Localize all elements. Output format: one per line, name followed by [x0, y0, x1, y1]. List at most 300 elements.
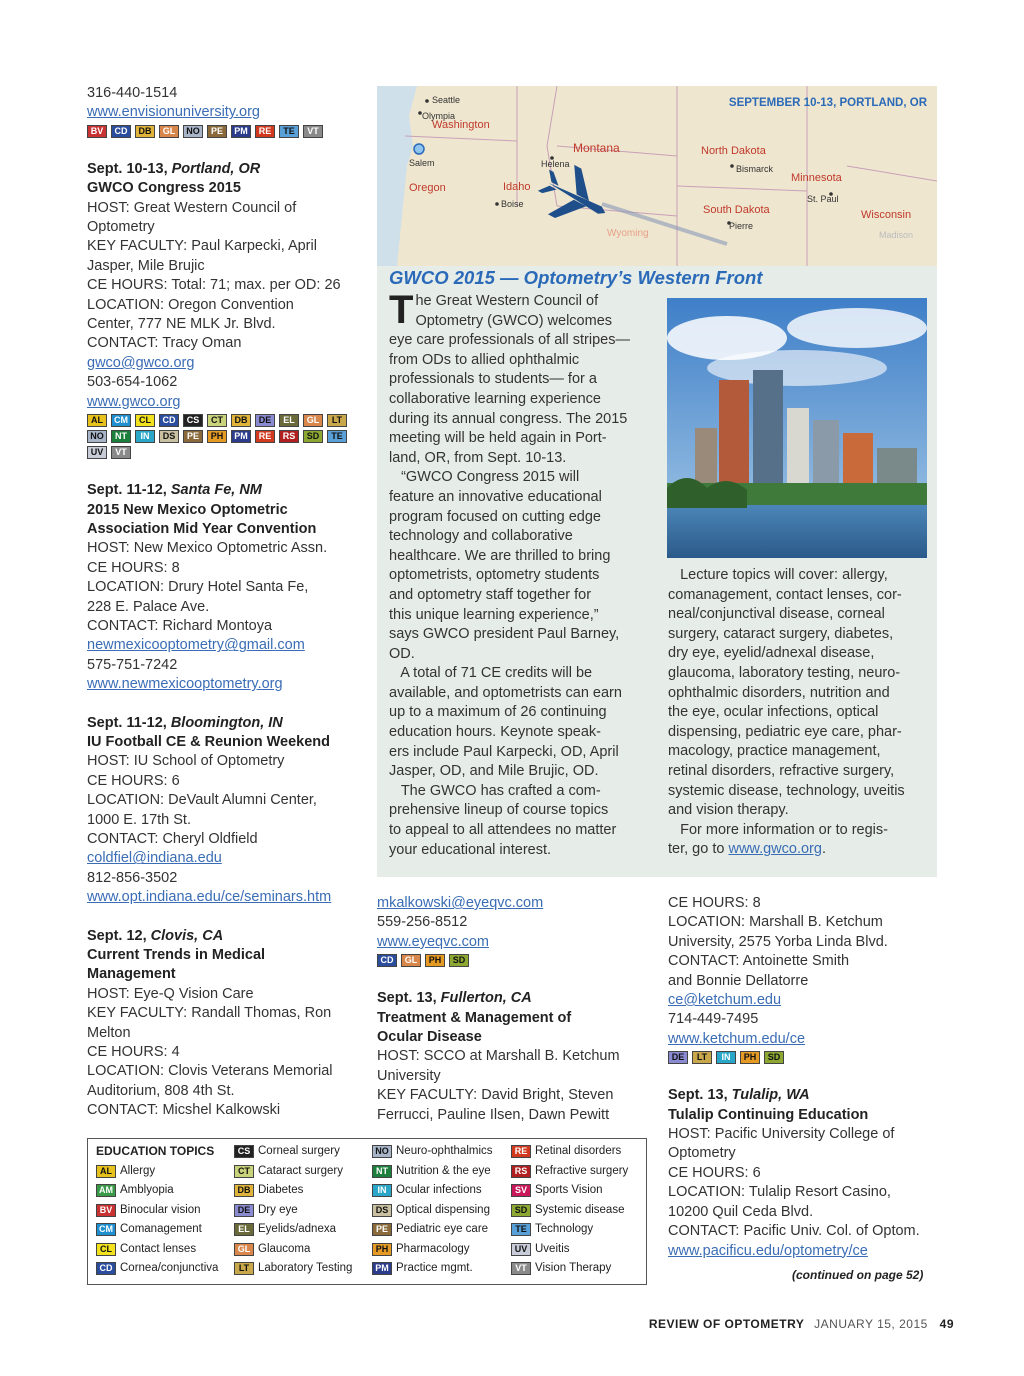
portland-skyline-photo	[667, 298, 927, 558]
legend-item	[511, 1201, 628, 1221]
feature-text-line: prehensive lineup of course topics	[389, 802, 609, 819]
topic-badge-pm: PM	[231, 430, 251, 443]
listing-column-1	[87, 84, 367, 1121]
feature-text-line: systemic disease, technology, uveitis	[668, 782, 905, 799]
event-detail: Melton	[87, 1024, 131, 1041]
event-detail: CONTACT: Tracy Oman	[87, 335, 242, 352]
contact-link[interactable]: www.newmexicooptometry.org	[87, 676, 283, 693]
feature-text-line: during its annual congress. The 2015	[389, 410, 628, 427]
feature-text-line: and vision therapy.	[668, 802, 789, 819]
topic-badge-al: AL	[96, 1165, 116, 1178]
event-detail: CONTACT: Cheryl Oldfield	[87, 831, 258, 847]
topic-badge-cd: CD	[96, 1262, 116, 1275]
feature-text-line: dry eye, eyelid/adnexal disease,	[668, 645, 875, 662]
legend-item	[372, 1162, 493, 1182]
topic-badge-pe: PE	[372, 1223, 392, 1236]
feature-text-line: up to a maximum of 26 continuing	[389, 704, 607, 721]
legend-item	[234, 1259, 352, 1279]
link-line	[87, 393, 367, 412]
legend-label: Systemic disease	[535, 1203, 625, 1216]
map-label-minnesota: Minnesota	[791, 172, 842, 184]
legend-column-3	[372, 1142, 493, 1279]
legend-item	[511, 1220, 628, 1240]
feature-text-line: comanagement, contact lenses, cor-	[668, 586, 902, 603]
topic-badges	[87, 414, 367, 427]
topic-badge-ph: PH	[372, 1243, 392, 1256]
topic-badge-db: DB	[135, 125, 155, 138]
topic-badge-te: TE	[511, 1223, 531, 1236]
topic-badge-rs: RS	[511, 1165, 531, 1178]
listing-column-2	[377, 894, 657, 1125]
topic-badge-te: TE	[279, 125, 299, 138]
topic-badge-re: RE	[255, 125, 275, 138]
feature-text-line: to appeal to all attendees no matter	[389, 822, 617, 839]
event-detail: 559-256-8512	[377, 914, 468, 931]
event-detail: HOST: Great Western Council of	[87, 199, 297, 216]
event-detail: KEY FACULTY: Randall Thomas, Ron	[87, 1005, 332, 1022]
legend-column-2	[234, 1142, 352, 1279]
feature-text-line: the eye, ocular infections, optical	[668, 704, 879, 721]
feature-text-line: program focused on cutting edge	[389, 508, 601, 525]
link-line	[377, 933, 657, 952]
topic-badges	[87, 446, 367, 459]
event-date: Sept. 13, Fullerton, CA	[377, 990, 532, 1007]
event-title: Management	[87, 966, 176, 983]
event-detail: LOCATION: Clovis Veterans Memorial	[87, 1063, 333, 1080]
legend-item	[234, 1220, 352, 1240]
event-detail: 575-751-7242	[87, 656, 178, 673]
legend-column-4	[511, 1142, 628, 1279]
legend-label: Sports Vision	[535, 1184, 603, 1196]
contact-link[interactable]: www.envisionuniversity.org	[87, 104, 260, 121]
event-detail: LOCATION: Marshall B. Ketchum	[668, 914, 883, 931]
event-detail: HOST: IU School of Optometry	[87, 753, 285, 770]
listing-column-3	[668, 894, 948, 1261]
event-detail: 316-440-1514	[87, 85, 178, 101]
event-detail: HOST: Pacific University College of	[668, 1126, 895, 1143]
topic-badge-rs: RS	[279, 430, 299, 443]
topic-badge-pe: PE	[183, 430, 203, 443]
event-date: Sept. 13, Tulalip, WA	[668, 1087, 810, 1104]
feature-text-line: professionals to students— for a	[389, 371, 597, 388]
feature-text-line: “GWCO Congress 2015 will	[389, 469, 580, 486]
topic-badge-db: DB	[231, 414, 251, 427]
feature-text-line: education hours. Keynote speak-	[389, 724, 601, 741]
event-date: Sept. 12, Clovis, CA	[87, 927, 224, 944]
event-detail: University	[377, 1067, 441, 1084]
topic-badge-cd: CD	[111, 125, 131, 138]
feature-text-line: dispensing, pediatric eye care, phar-	[668, 723, 902, 740]
event-detail: KEY FACULTY: Paul Karpecki, April	[87, 238, 317, 255]
feature-text-line: OD.	[389, 645, 415, 662]
topic-badge-sd: SD	[449, 954, 469, 967]
topic-badge-sd: SD	[511, 1204, 531, 1217]
map-label-idaho: Idaho	[503, 181, 531, 193]
legend-item	[96, 1240, 218, 1260]
topic-badge-am: AM	[96, 1184, 116, 1197]
feature-text-line: this unique learning experience,”	[389, 606, 599, 623]
feature-text-line: technology and collaborative	[389, 528, 573, 545]
event-detail: LOCATION: DeVault Alumni Center,	[87, 792, 317, 809]
topic-badge-gl: GL	[234, 1243, 254, 1256]
feature-text-line: says GWCO president Paul Barney,	[389, 626, 620, 643]
legend-label: Comanagement	[120, 1223, 202, 1235]
feature-text-line: surgery, cataract surgery, diabetes,	[668, 625, 894, 642]
feature-text-line: from ODs to allied ophthalmic	[389, 351, 580, 368]
topic-badge-gl: GL	[401, 954, 421, 967]
event-date: Sept. 11-12, Bloomington, IN	[87, 714, 283, 731]
topic-badge-in: IN	[716, 1051, 736, 1064]
topic-badges	[87, 430, 367, 443]
event-detail: CE HOURS: 6	[668, 1164, 761, 1181]
map-label-wyoming: Wyoming	[607, 228, 649, 239]
legend-label: Diabetes	[258, 1184, 304, 1196]
feature-text-line: meeting will be held again in Port-	[389, 430, 607, 447]
topic-badge-ph: PH	[425, 954, 445, 967]
legend-label: Glaucoma	[258, 1242, 311, 1255]
contact-link[interactable]: mkalkowski@eyeqvc.com	[377, 895, 544, 911]
topic-badge-in: IN	[372, 1184, 392, 1197]
topic-badge-ds: DS	[159, 430, 179, 443]
topic-badge-cm: CM	[111, 414, 131, 427]
event-detail: Auditorium, 808 4th St.	[87, 1082, 235, 1099]
map-label-montana: Montana	[573, 141, 620, 155]
map-label-pierre: Pierre	[729, 221, 754, 231]
feature-text-line: retinal disorders, refractive surgery,	[668, 762, 895, 779]
feature-box	[377, 86, 937, 877]
contact-link[interactable]: coldfiel@indiana.edu	[87, 850, 222, 867]
event-title: Association Mid Year Convention	[87, 520, 317, 537]
event-detail: Ferrucci, Pauline Ilsen, Dawn Pewitt	[377, 1106, 610, 1123]
legend-label: Pharmacology	[396, 1242, 470, 1255]
legend-item	[234, 1142, 352, 1162]
feature-text-line: neal/conjunctival disease, corneal	[668, 606, 885, 623]
topic-badge-re: RE	[255, 430, 275, 443]
map-label-madison: Madison	[879, 230, 914, 240]
event-title: Treatment & Management of	[377, 1009, 572, 1026]
legend-item	[96, 1162, 218, 1182]
event-detail: Center, 777 NE MLK Jr. Blvd.	[87, 316, 276, 333]
event-detail: HOST: Eye-Q Vision Care	[87, 985, 254, 1002]
event-detail: LOCATION: Tulalip Resort Casino,	[668, 1184, 891, 1201]
feature-text-line: land, OR, from Sept. 10-13.	[389, 449, 567, 466]
topic-badge-no: NO	[183, 125, 203, 138]
legend-item	[372, 1220, 493, 1240]
feature-text-line: Lecture topics will cover: allergy,	[668, 567, 888, 583]
feature-text-line: ers include Paul Karpecki, OD, April	[389, 743, 619, 760]
topic-badge-gl: GL	[303, 414, 323, 427]
topic-badge-te: TE	[327, 430, 347, 443]
legend-heading: EDUCATION TOPICS	[96, 1144, 215, 1158]
event-detail: 10200 Quil Ceda Blvd.	[668, 1203, 814, 1220]
legend-item	[96, 1201, 218, 1221]
link-line	[668, 991, 948, 1010]
feature-text-line: A total of 71 CE credits will be	[389, 665, 593, 682]
topic-badge-el: EL	[279, 414, 299, 427]
legend-item	[234, 1240, 352, 1260]
link-line	[87, 675, 367, 694]
event-detail: CONTACT: Micshel Kalkowski	[87, 1102, 281, 1119]
topic-badge-uv: UV	[87, 446, 107, 459]
topic-badge-de: DE	[668, 1051, 688, 1064]
legend-item	[511, 1259, 628, 1279]
legend-item	[372, 1181, 493, 1201]
topic-badge-cl: CL	[135, 414, 155, 427]
event-detail: Optometry	[87, 219, 155, 236]
topic-badge-ct: CT	[207, 414, 227, 427]
map-label-boise: Boise	[501, 199, 524, 209]
topic-badge-nt: NT	[372, 1165, 392, 1178]
event-title: GWCO Congress 2015	[87, 180, 241, 197]
topic-badge-bv: BV	[96, 1204, 116, 1217]
topic-badge-no: NO	[372, 1145, 392, 1158]
map-caption: SEPTEMBER 10-13, PORTLAND, OR	[728, 97, 927, 109]
contact-link[interactable]: ce@ketchum.edu	[668, 992, 782, 1009]
feature-text-line: ter, go to www.gwco.org.	[668, 841, 826, 858]
topic-badge-lt: LT	[692, 1051, 712, 1064]
link-line	[377, 894, 657, 913]
legend-label: Vision Therapy	[535, 1262, 612, 1274]
link-line	[87, 354, 367, 373]
feature-text-line: Jasper, OD, and Mile Brujic, OD.	[389, 763, 599, 780]
map-label-olympia: Olympia	[422, 111, 456, 121]
feature-text-line: Optometry (GWCO) welcomes	[415, 312, 613, 329]
map-label-south-dakota: South Dakota	[703, 204, 770, 216]
link-line	[87, 888, 367, 907]
page-number: 49	[939, 1317, 954, 1331]
map-label-bismarck: Bismarck	[736, 164, 774, 174]
feature-text-line: and optometry staff together for	[389, 586, 592, 603]
map-label-wisconsin: Wisconsin	[861, 209, 912, 221]
legend-label: Amblyopia	[120, 1184, 174, 1196]
event-detail: 503-654-1062	[87, 374, 178, 391]
contact-link[interactable]: www.ketchum.edu/ce	[668, 1030, 806, 1047]
topic-badge-cd: CD	[377, 954, 397, 967]
topic-badge-in: IN	[135, 430, 155, 443]
topic-badge-al: AL	[87, 414, 107, 427]
event-detail: HOST: SCCO at Marshall B. Ketchum	[377, 1048, 620, 1065]
education-topics-legend	[87, 1138, 647, 1285]
legend-item	[234, 1181, 352, 1201]
topic-badge-de: DE	[255, 414, 275, 427]
event-detail: CE HOURS: Total: 71; max. per OD: 26	[87, 277, 341, 294]
event-detail: CE HOURS: 8	[87, 559, 180, 576]
feature-text-line: glaucoma, laboratory testing, neuro-	[668, 664, 901, 681]
topic-badge-sd: SD	[764, 1051, 784, 1064]
feature-text-line: ophthalmic disorders, nutrition and	[668, 684, 890, 701]
feature-title: GWCO 2015 — Optometry’s Western Front	[389, 267, 763, 288]
route-map	[377, 86, 937, 266]
contact-link[interactable]: newmexicooptometry@gmail.com	[87, 637, 305, 654]
contact-link[interactable]: www.pacificu.edu/optometry/ce	[668, 1242, 868, 1259]
topic-badge-re: RE	[511, 1145, 531, 1158]
legend-label: Optical dispensing	[396, 1203, 490, 1216]
event-detail: 812-856-3502	[87, 869, 178, 886]
event-detail: KEY FACULTY: David Bright, Steven	[377, 1087, 614, 1104]
topic-badge-ct: CT	[234, 1165, 254, 1178]
legend-label: Retinal disorders	[535, 1145, 622, 1157]
topic-badge-db: DB	[234, 1184, 254, 1197]
event-detail: HOST: New Mexico Optometric Assn.	[87, 540, 328, 557]
legend-label: Nutrition & the eye	[396, 1164, 491, 1177]
contact-link[interactable]: gwco@gwco.org	[87, 354, 195, 371]
topic-badge-ph: PH	[740, 1051, 760, 1064]
legend-item	[96, 1181, 218, 1201]
event-title: Current Trends in Medical	[87, 947, 266, 964]
map-label-oregon: Oregon	[409, 182, 446, 194]
topic-badge-lt: LT	[327, 414, 347, 427]
link-line	[668, 1242, 948, 1261]
legend-label: Technology	[535, 1223, 594, 1235]
contact-link[interactable]: www.eyeqvc.com	[377, 933, 490, 950]
event-title: 2015 New Mexico Optometric	[87, 501, 288, 518]
feature-text-line: available, and optometrists can earn	[389, 684, 622, 701]
feature-text-line: your educational interest.	[389, 841, 552, 858]
topic-badge-no: NO	[87, 430, 107, 443]
event-detail: LOCATION: Drury Hotel Santa Fe,	[87, 579, 309, 596]
feature-text-line: For more information or to regis-	[668, 821, 888, 838]
legend-item	[372, 1240, 493, 1260]
topic-badge-vt: VT	[111, 446, 131, 459]
feature-text-line: he Great Western Council of	[415, 293, 599, 309]
contact-link[interactable]: www.gwco.org	[87, 393, 181, 410]
continued-note: (continued on page 52)	[792, 1268, 924, 1282]
map-label-seattle: Seattle	[432, 95, 461, 105]
event-detail: LOCATION: Oregon Convention	[87, 296, 294, 313]
topic-badge-gl: GL	[159, 125, 179, 138]
event-date: Sept. 11-12, Santa Fe, NM	[87, 482, 262, 499]
event-detail: CONTACT: Richard Montoya	[87, 617, 273, 634]
magazine-name: REVIEW OF OPTOMETRY	[648, 1317, 805, 1331]
feature-text-line: macology, practice management,	[668, 743, 881, 760]
legend-label: Corneal surgery	[258, 1145, 340, 1157]
event-detail: CE HOURS: 4	[87, 1044, 180, 1061]
feature-right-column	[668, 566, 933, 860]
legend-item	[372, 1201, 493, 1221]
event-date: Sept. 10-13, Portland, OR	[87, 160, 261, 177]
map-label-washington: Washington	[432, 119, 490, 131]
legend-label: Uveitis	[535, 1242, 570, 1255]
map-label-helena: Helena	[541, 159, 570, 169]
legend-label: Dry eye	[258, 1203, 298, 1216]
event-detail: CE HOURS: 6	[87, 772, 180, 789]
legend-label: Refractive surgery	[535, 1164, 629, 1177]
event-title: IU Football CE & Reunion Weekend	[87, 733, 331, 750]
event-detail: Jasper, Mile Brujic	[87, 257, 205, 274]
event-detail: Optometry	[668, 1145, 736, 1162]
map-label-st-paul: St. Paul	[807, 194, 839, 204]
event-detail: 228 E. Palace Ave.	[87, 598, 210, 615]
topic-badge-sv: SV	[511, 1184, 531, 1197]
legend-label: Contact lenses	[120, 1242, 197, 1255]
legend-label: Neuro-ophthalmics	[396, 1145, 493, 1157]
topic-badge-vt: VT	[511, 1262, 531, 1275]
legend-label: Pediatric eye care	[396, 1223, 489, 1235]
legend-item	[96, 1220, 218, 1240]
legend-label: Practice mgmt.	[396, 1262, 473, 1274]
topic-badges	[668, 1051, 948, 1064]
feature-left-column	[389, 288, 659, 860]
legend-label: Eyelids/adnexa	[258, 1223, 336, 1235]
topic-badges	[87, 125, 367, 138]
feature-text-line: feature an innovative educational	[389, 488, 602, 505]
page-footer	[649, 1317, 954, 1331]
legend-label: Ocular infections	[396, 1184, 482, 1196]
contact-link[interactable]: www.opt.indiana.edu/ce/seminars.htm	[87, 889, 332, 906]
link-line	[87, 636, 367, 655]
topic-badge-pe: PE	[207, 125, 227, 138]
feature-text-line: healthcare. We are thrilled to bring	[389, 547, 611, 564]
topic-badge-vt: VT	[303, 125, 323, 138]
feature-text-line: The GWCO has crafted a com-	[389, 782, 601, 799]
map-label-north-dakota: North Dakota	[701, 145, 766, 157]
event-detail: CONTACT: Antoinette Smith	[668, 953, 850, 970]
link-line	[87, 849, 367, 868]
feature-text-line: collaborative learning experience	[389, 390, 601, 407]
event-title: Ocular Disease	[377, 1029, 482, 1046]
drop-cap: T	[389, 288, 414, 332]
topic-badge-cs: CS	[183, 414, 203, 427]
legend-label: Cataract surgery	[258, 1164, 344, 1177]
legend-item	[511, 1142, 628, 1162]
topic-badge-bv: BV	[87, 125, 107, 138]
topic-badge-ph: PH	[207, 430, 227, 443]
issue-date: JANUARY 15, 2015	[814, 1317, 928, 1331]
topic-badge-cs: CS	[234, 1145, 254, 1158]
event-detail: CE HOURS: 8	[668, 895, 761, 911]
legend-item	[372, 1142, 493, 1162]
legend-item	[234, 1162, 352, 1182]
event-detail: and Bonnie Dellatorre	[668, 972, 809, 989]
legend-label: Allergy	[120, 1164, 156, 1177]
topic-badge-nt: NT	[111, 430, 131, 443]
event-title: Tulalip Continuing Education	[668, 1106, 869, 1123]
topic-badge-uv: UV	[511, 1243, 531, 1256]
topic-badges	[377, 954, 657, 967]
legend-item	[511, 1181, 628, 1201]
legend-item	[234, 1201, 352, 1221]
topic-badge-ds: DS	[372, 1204, 392, 1217]
topic-badge-lt: LT	[234, 1262, 254, 1275]
topic-badge-pm: PM	[372, 1262, 392, 1275]
topic-badge-cm: CM	[96, 1223, 116, 1236]
legend-label: Laboratory Testing	[258, 1262, 353, 1274]
feature-text-line: eye care professionals of all stripes—	[389, 332, 630, 349]
event-detail: University, 2575 Yorba Linda Blvd.	[668, 933, 888, 950]
topic-badge-sd: SD	[303, 430, 323, 443]
map-label-salem: Salem	[409, 158, 435, 168]
gwco-link[interactable]: www.gwco.org	[728, 841, 822, 858]
legend-item	[96, 1259, 218, 1279]
legend-label: Cornea/conjunctiva	[120, 1262, 219, 1274]
link-line	[668, 1030, 948, 1049]
event-detail: 714-449-7495	[668, 1011, 759, 1028]
topic-badge-pm: PM	[231, 125, 251, 138]
legend-column-1	[96, 1142, 218, 1279]
feature-text-line: optometrists, optometry students	[389, 567, 600, 584]
topic-badge-cl: CL	[96, 1243, 116, 1256]
topic-badge-el: EL	[234, 1223, 254, 1236]
event-detail: CONTACT: Pacific Univ. Col. of Optom.	[668, 1223, 920, 1240]
event-detail: 1000 E. 17th St.	[87, 811, 191, 828]
topic-badge-de: DE	[234, 1204, 254, 1217]
link-line	[87, 103, 367, 122]
legend-item	[372, 1259, 493, 1279]
topic-badge-cd: CD	[159, 414, 179, 427]
legend-label: Binocular vision	[120, 1203, 201, 1216]
legend-item	[511, 1162, 628, 1182]
legend-item	[511, 1240, 628, 1260]
